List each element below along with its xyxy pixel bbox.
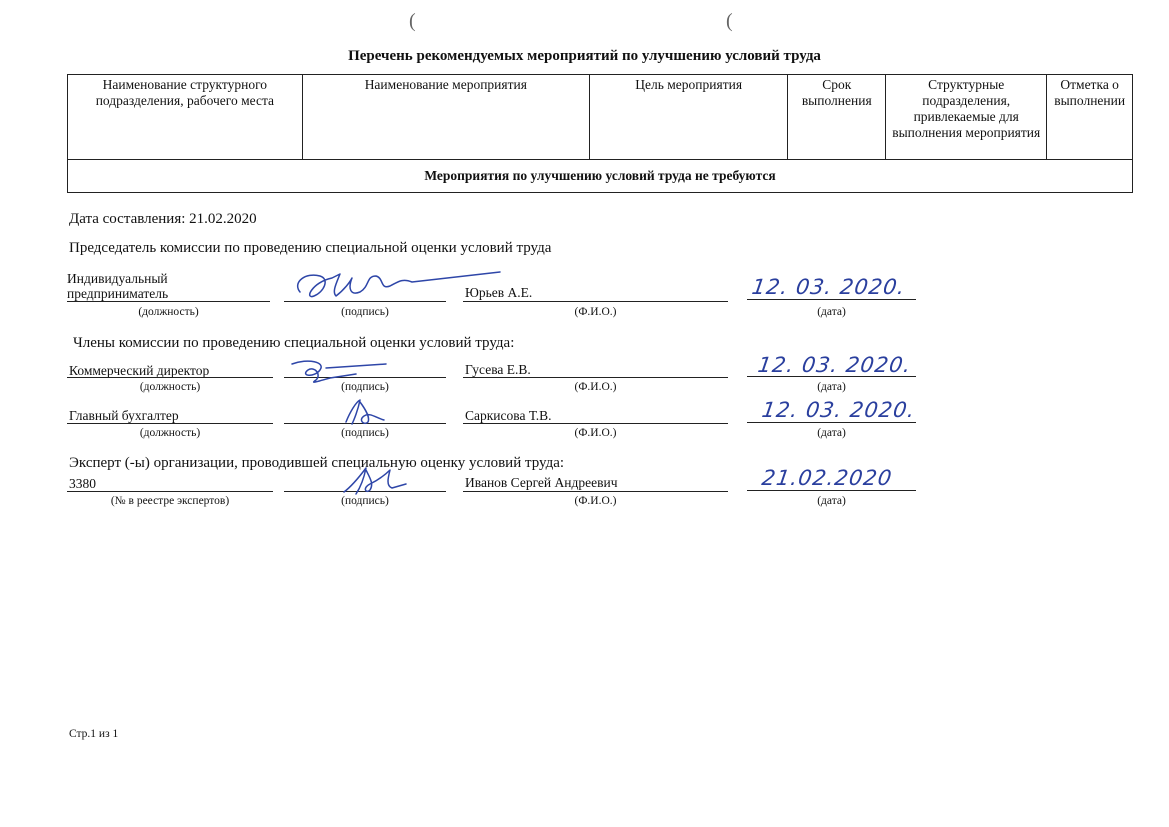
chair-date-handwritten: 12. 03. 2020. — [750, 275, 907, 299]
expert-date-handwritten: 21.02.2020 — [760, 466, 894, 490]
expert-heading: Эксперт (-ы) организации, проводившей специальную оценку условий труда: — [69, 455, 565, 471]
member-1-caption-date: (дата) — [817, 381, 846, 393]
chair-position-line2: предприниматель — [67, 286, 169, 301]
member-1-position: Коммерческий директор — [69, 363, 210, 378]
member-2-signature — [340, 396, 390, 430]
chair-caption-position: (должность) — [138, 306, 199, 318]
header-completion-mark: Отметка о выполнении — [1047, 75, 1133, 160]
expert-signature — [340, 462, 410, 498]
chair-name: Юрьев А.Е. — [465, 285, 533, 300]
expert-date-line — [747, 490, 916, 491]
chair-position-line1: Индивидуальный — [67, 271, 168, 286]
member-1-name: Гусева Е.В. — [465, 362, 531, 377]
expert-registry-line — [67, 491, 273, 492]
member-1-position-line — [67, 377, 273, 378]
decor-paren-left: ( — [409, 10, 416, 32]
member-2-date-handwritten: 12. 03. 2020. — [760, 398, 917, 422]
header-subdivision: Наименование структурного подразделения, рабочего места — [68, 75, 303, 160]
chair-position-line — [67, 301, 270, 302]
document-title: Перечень рекомендуемых мероприятий по улучшению условий труда — [348, 48, 821, 64]
measures-table — [67, 74, 1133, 193]
member-1-date-handwritten: 12. 03. 2020. — [756, 353, 913, 377]
member-1-caption-position: (должность) — [139, 381, 201, 393]
chair-caption-signature: (подпись) — [341, 306, 389, 318]
decor-paren-right: ( — [726, 10, 733, 32]
member-2-position-line — [67, 423, 273, 424]
chair-signature — [290, 268, 505, 304]
empty-message: Мероприятия по улучшению условий труда не требуются — [68, 160, 1133, 193]
page-counter: Стр.1 из 1 — [69, 728, 119, 740]
members-heading: Члены комиссии по проведению специальной оценки условий труда: — [73, 335, 515, 351]
expert-caption-signature: (подпись) — [341, 495, 389, 507]
member-2-caption-date: (дата) — [817, 427, 846, 439]
chair-caption-fio: (Ф.И.О.) — [574, 306, 617, 318]
expert-caption-fio: (Ф.И.О.) — [574, 495, 617, 507]
header-deadline: Срок выполнения — [788, 75, 886, 160]
member-1-caption-fio: (Ф.И.О.) — [574, 381, 617, 393]
compilation-date: Дата составления: 21.02.2020 — [69, 211, 257, 227]
member-2-caption-signature: (подпись) — [341, 427, 389, 439]
member-2-name: Саркисова Т.В. — [465, 408, 552, 423]
chair-caption-date: (дата) — [817, 306, 846, 318]
member-1-caption-signature: (подпись) — [341, 381, 389, 393]
chair-position — [67, 271, 168, 301]
chair-date-line — [747, 299, 916, 300]
member-2-caption-fio: (Ф.И.О.) — [574, 427, 617, 439]
member-2-caption-position: (должность) — [139, 427, 201, 439]
expert-caption-registry: (№ в реестре экспертов) — [110, 495, 230, 507]
member-2-date-line — [747, 422, 916, 423]
expert-name-line — [463, 491, 728, 492]
chair-heading: Председатель комиссии по проведению специальной оценки условий труда — [69, 240, 552, 256]
member-2-position: Главный бухгалтер — [69, 408, 179, 423]
expert-registry-number: 3380 — [69, 476, 96, 491]
header-measure-name: Наименование мероприятия — [302, 75, 589, 160]
header-departments: Структурные подразделения, привлекаемые для выполнения мероприятия — [886, 75, 1047, 160]
header-measure-goal: Цель мероприятия — [589, 75, 787, 160]
expert-name: Иванов Сергей Андреевич — [465, 475, 618, 490]
expert-caption-date: (дата) — [817, 495, 846, 507]
